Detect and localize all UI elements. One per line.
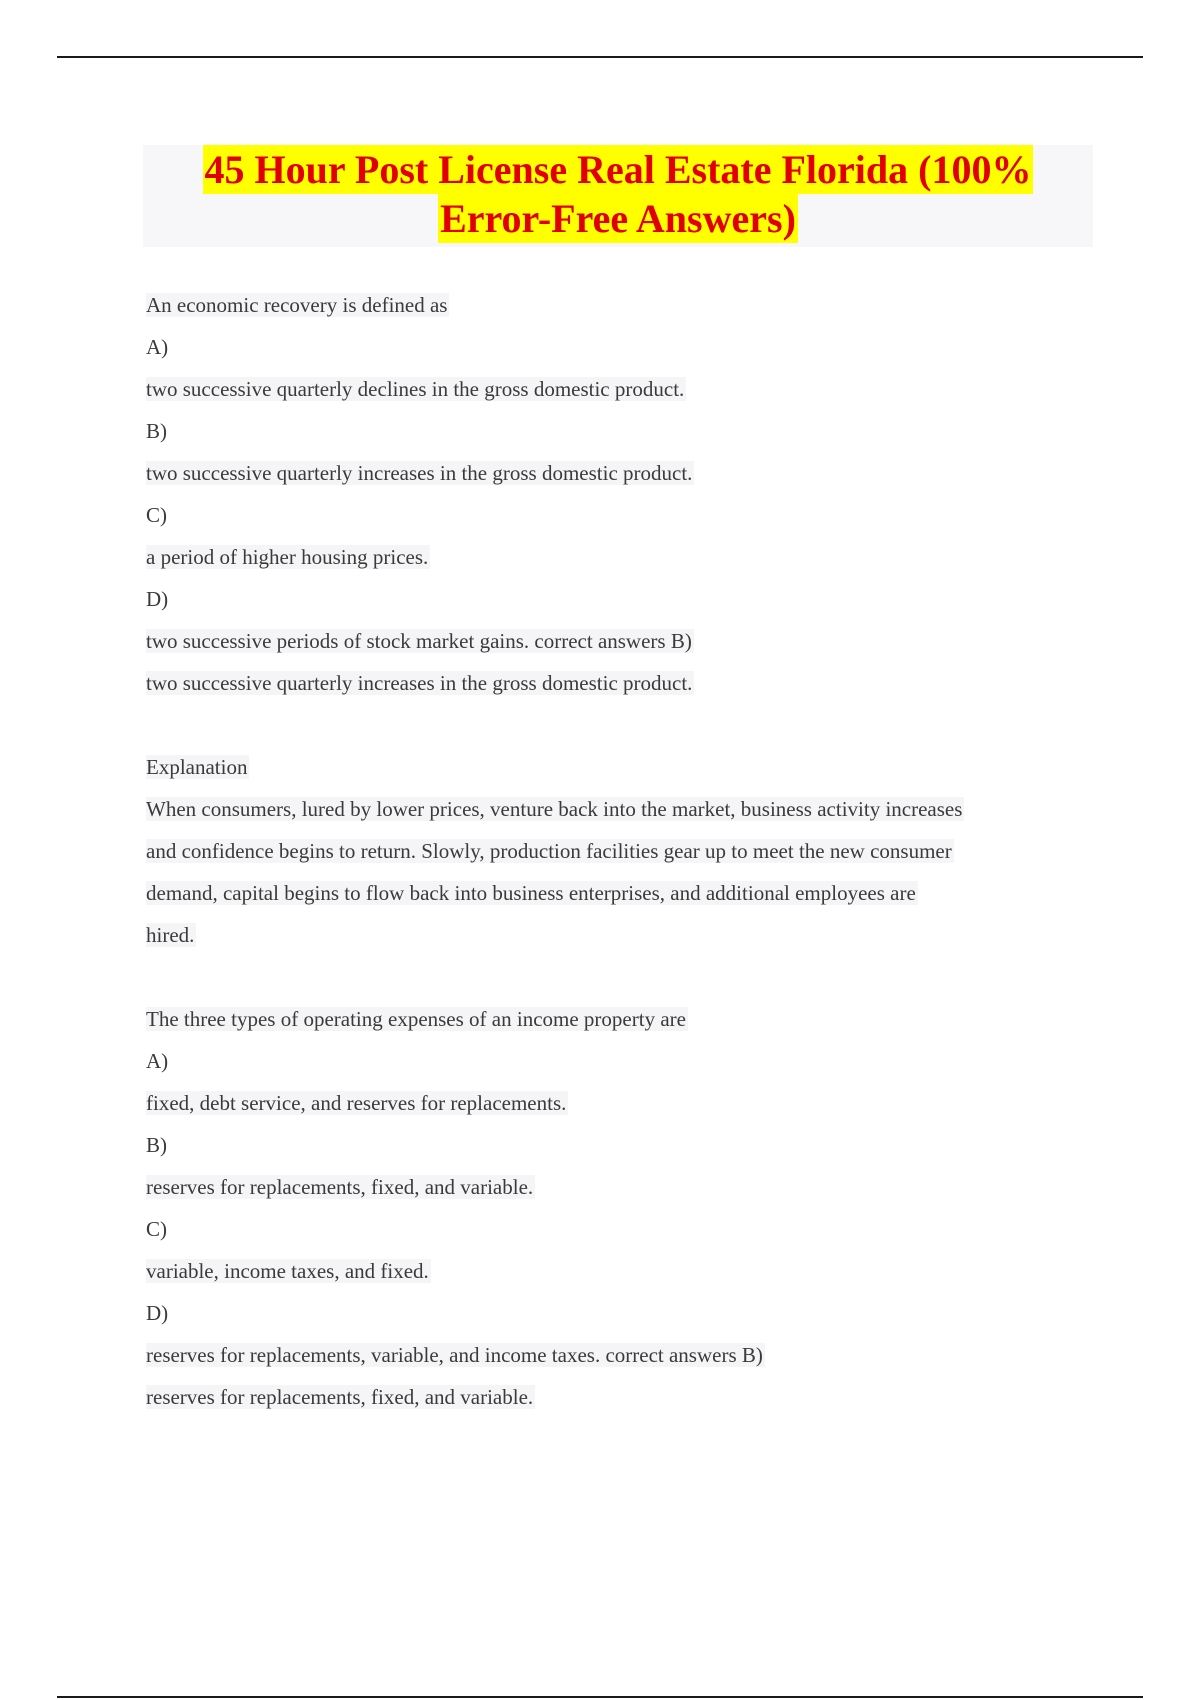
option-label-c: C) (146, 1217, 167, 1241)
option-text-a: two successive quarterly declines in the gross domestic product. (146, 377, 685, 401)
option-label-d: D) (146, 587, 169, 611)
option-label-a: A) (146, 335, 169, 359)
answer-text: reserves for replacements, fixed, and variable. (146, 1385, 534, 1409)
option-text-d: reserves for replacements, variable, and income taxes. correct answers B) (146, 1343, 763, 1367)
document-title-line-1: 45 Hour Post License Real Estate Florida (100% (204, 147, 1032, 192)
document-title-line-2: Error-Free Answers) (440, 196, 796, 241)
top-rule (57, 56, 1143, 58)
option-label-a: A) (146, 1049, 169, 1073)
title-block (143, 145, 1093, 247)
option-label-b: B) (146, 419, 167, 443)
explanation-line: hired. (146, 923, 195, 947)
explanation-line: When consumers, lured by lower prices, venture back into the market, business activity increases (146, 797, 963, 821)
bottom-rule (57, 1696, 1143, 1698)
option-text-c: variable, income taxes, and fixed. (146, 1259, 429, 1283)
explanation-heading: Explanation (146, 755, 248, 779)
option-label-d: D) (146, 1301, 169, 1325)
document-body (146, 284, 1096, 1418)
option-label-c: C) (146, 503, 167, 527)
option-text-b: two successive quarterly increases in the gross domestic product. (146, 461, 693, 485)
explanation-line: and confidence begins to return. Slowly, production facilities gear up to meet the new consumer (146, 839, 952, 863)
question-text: An economic recovery is defined as (146, 293, 448, 317)
option-text-d: two successive periods of stock market gains. correct answers B) (146, 629, 692, 653)
option-text-c: a period of higher housing prices. (146, 545, 429, 569)
explanation-line: demand, capital begins to flow back into business enterprises, and additional employees are (146, 881, 916, 905)
question-text: The three types of operating expenses of an income property are (146, 1007, 686, 1031)
option-label-b: B) (146, 1133, 167, 1157)
option-text-b: reserves for replacements, fixed, and variable. (146, 1175, 534, 1199)
option-text-a: fixed, debt service, and reserves for replacements. (146, 1091, 567, 1115)
answer-text: two successive quarterly increases in the gross domestic product. (146, 671, 693, 695)
